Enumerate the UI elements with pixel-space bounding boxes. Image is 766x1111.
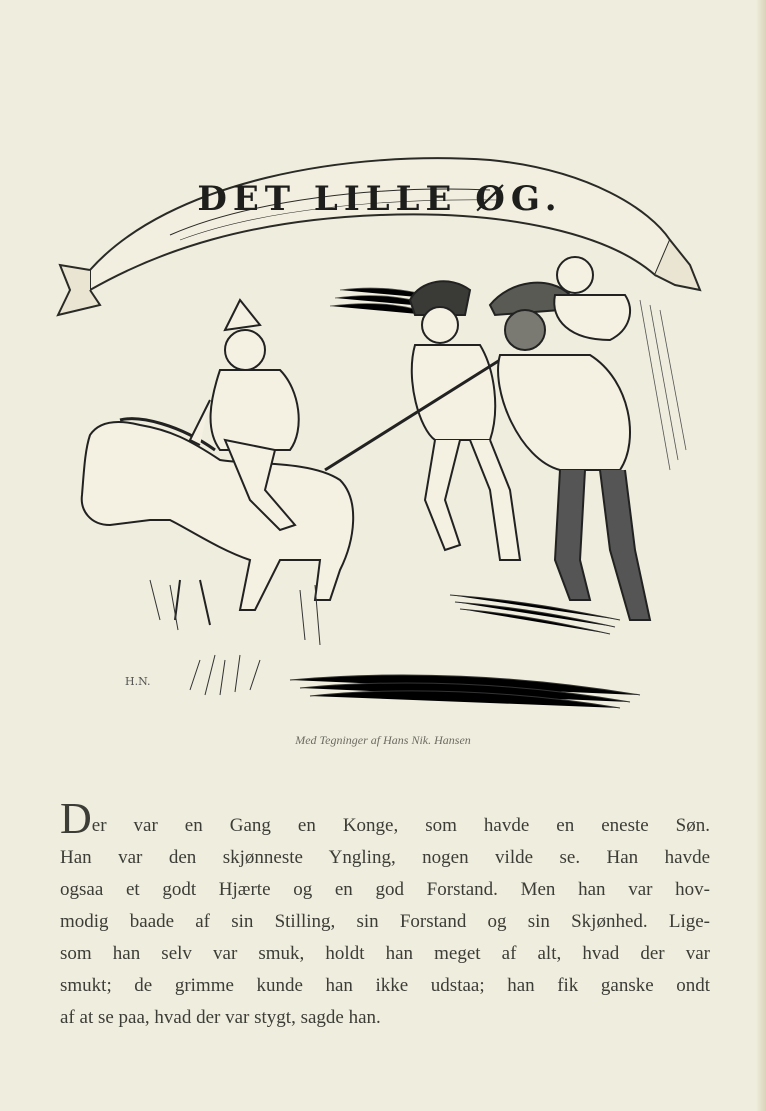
story-line: modig baade af sin Stilling, sin Forstand og sin Skjønhed. Lige-: [60, 911, 710, 932]
illustration-caption: Med Tegninger af Hans Nik. Hansen: [295, 733, 471, 747]
drop-cap: D: [60, 794, 92, 843]
story-line: af at se paa, hvad der var stygt, sagde han.: [60, 1007, 381, 1028]
artist-signature: H.N.: [125, 675, 151, 688]
story-line: som han selv var smuk, holdt han meget af alt, hvad der var: [60, 943, 710, 964]
story-paragraph: [60, 794, 710, 1034]
title-illustration: [50, 140, 730, 720]
story-line: Der var en Gang en Konge, som havde en eneste Søn.: [60, 794, 710, 843]
banner-title: DET LILLE ØG.: [197, 179, 563, 219]
horse-figure: [82, 419, 353, 625]
page-edge: [756, 0, 766, 1111]
ground-hatching: [150, 580, 640, 708]
man-in-hat-figure: [490, 283, 650, 620]
man-with-stick-figure: [325, 281, 520, 560]
story-line: Han var den skjønneste Yngling, nogen vilde se. Han havde: [60, 847, 710, 868]
story-line: smukt; de grimme kunde han ikke udstaa; han fik ganske ondt: [60, 975, 710, 996]
third-man-figure: [554, 257, 630, 340]
story-line: ogsaa et godt Hjærte og en god Forstand. Men han var hov-: [60, 879, 710, 900]
